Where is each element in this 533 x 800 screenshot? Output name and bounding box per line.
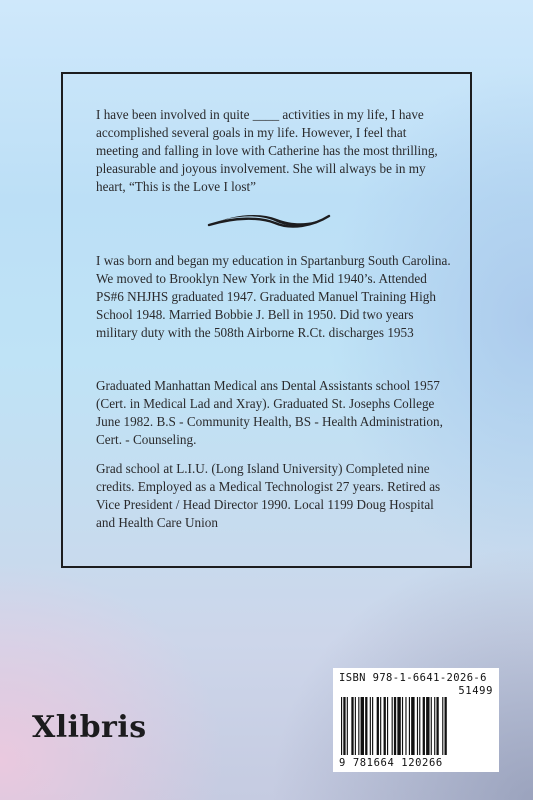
swash-divider-icon	[205, 210, 331, 232]
barcode-digits: 9 781664 120266	[339, 757, 443, 769]
blurb-frame	[61, 72, 472, 568]
blurb-paragraph-1: I have been involved in quite ____ activities in my life, I have accomplished several goals in my life. However, I feel that meeting and falling in love with Catherine has the most thrilling, pleasurable and joyous involvement. She will always be in my heart, “This is the Love I lost”	[96, 107, 438, 194]
isbn-barcode	[333, 668, 499, 772]
blurb-paragraph-3: Graduated Manhattan Medical ans Dental Assistants school 1957 (Cert. in Medical Lad and Xray). Graduated St. Josephs College June 1982. B.S - Community Health, BS - Health Administration, Cert. - Counseling.	[96, 378, 443, 447]
barcode-bars-icon	[339, 697, 493, 755]
publisher-logo: Xlibris	[32, 710, 147, 745]
price-code: 51499	[458, 685, 493, 697]
blurb-paragraph-2: I was born and began my education in Spartanburg South Carolina. We moved to Brooklyn New York in the Mid 1940’s. Attended PS#6 NHJHS graduated 1947. Graduated Manuel Training High School 1948. Married Bobbie J. Bell in 1950. Did two years military duty with the 508th Airborne R.Ct. discharges 1953	[96, 253, 451, 340]
isbn-label: ISBN 978-1-6641-2026-6	[339, 672, 487, 684]
blurb-paragraph-4: Grad school at L.I.U. (Long Island University) Completed nine credits. Employed as a Medical Technologist 27 years. Retired as Vice President / Head Director 1990. Local 1199 Doug Hospital and Health Care Union	[96, 461, 441, 530]
